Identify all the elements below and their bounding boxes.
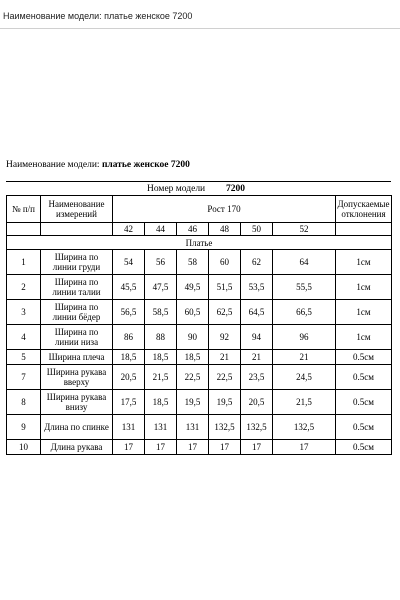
- row-number: 3: [7, 300, 41, 325]
- row-value: 21: [241, 350, 273, 365]
- table-row: [7, 325, 392, 350]
- row-value: 51,5: [209, 275, 241, 300]
- row-value: 18,5: [113, 350, 145, 365]
- row-value: 88: [145, 325, 177, 350]
- row-value: 96: [273, 325, 336, 350]
- row-value: 54: [113, 250, 145, 275]
- row-measurement-name: Ширина рукава вверху: [41, 365, 113, 390]
- row-value: 64: [273, 250, 336, 275]
- table-row: [7, 300, 392, 325]
- row-value: 22,5: [209, 365, 241, 390]
- row-measurement-name: Ширина по линии низа: [41, 325, 113, 350]
- row-number: 1: [7, 250, 41, 275]
- row-value: 24,5: [273, 365, 336, 390]
- sheet-header-divider: [0, 28, 400, 29]
- table-row: [7, 365, 392, 390]
- size-label: 52: [273, 223, 336, 236]
- size-spacer-name: [41, 223, 113, 236]
- row-value: 19,5: [177, 390, 209, 415]
- row-number: 10: [7, 440, 41, 455]
- table-row: [7, 275, 392, 300]
- size-label: 44: [145, 223, 177, 236]
- table-row: [7, 440, 392, 455]
- row-value: 21,5: [273, 390, 336, 415]
- row-tolerance: 0.5см: [336, 350, 392, 365]
- size-label: 48: [209, 223, 241, 236]
- row-value: 131: [145, 415, 177, 440]
- row-value: 17: [209, 440, 241, 455]
- row-value: 58: [177, 250, 209, 275]
- row-value: 18,5: [145, 350, 177, 365]
- row-value: 66,5: [273, 300, 336, 325]
- row-value: 64,5: [241, 300, 273, 325]
- model-title: [6, 160, 190, 170]
- row-value: 58,5: [145, 300, 177, 325]
- size-spacer-left: [7, 223, 41, 236]
- header-number: № п/п: [7, 196, 41, 223]
- row-value: 17: [113, 440, 145, 455]
- size-label: 50: [241, 223, 273, 236]
- row-value: 17: [241, 440, 273, 455]
- header-height: Рост 170: [113, 196, 336, 223]
- row-value: 132,5: [273, 415, 336, 440]
- model-number-row: [6, 181, 391, 195]
- model-number-value: 7200: [226, 184, 245, 194]
- row-number: 7: [7, 365, 41, 390]
- row-value: 45,5: [113, 275, 145, 300]
- row-value: 22,5: [177, 365, 209, 390]
- row-value: 19,5: [209, 390, 241, 415]
- row-value: 17,5: [113, 390, 145, 415]
- row-value: 90: [177, 325, 209, 350]
- row-measurement-name: Ширина по линии бёдер: [41, 300, 113, 325]
- row-tolerance: 1см: [336, 325, 392, 350]
- row-value: 18,5: [177, 350, 209, 365]
- row-number: 8: [7, 390, 41, 415]
- model-title-value: платье женское 7200: [101, 160, 190, 170]
- row-number: 9: [7, 415, 41, 440]
- row-value: 53,5: [241, 275, 273, 300]
- header-tolerance: Допускаемые отклонения: [336, 196, 392, 223]
- row-measurement-name: Ширина рукава внизу: [41, 390, 113, 415]
- row-value: 17: [273, 440, 336, 455]
- row-value: 60: [209, 250, 241, 275]
- header-measurement-name: Наименование измерений: [41, 196, 113, 223]
- row-value: 21,5: [145, 365, 177, 390]
- row-value: 17: [145, 440, 177, 455]
- size-spacer-right: [336, 223, 392, 236]
- row-value: 131: [177, 415, 209, 440]
- row-measurement-name: Длина по спинке: [41, 415, 113, 440]
- row-tolerance: 1см: [336, 275, 392, 300]
- row-number: 5: [7, 350, 41, 365]
- row-number: 2: [7, 275, 41, 300]
- row-value: 62,5: [209, 300, 241, 325]
- table-row: [7, 390, 392, 415]
- row-value: 21: [273, 350, 336, 365]
- row-value: 49,5: [177, 275, 209, 300]
- row-tolerance: 1см: [336, 300, 392, 325]
- row-value: 92: [209, 325, 241, 350]
- sheet-header: Наименование модели: платье женское 7200: [3, 11, 193, 21]
- row-value: 56,5: [113, 300, 145, 325]
- row-value: 62: [241, 250, 273, 275]
- row-value: 23,5: [241, 365, 273, 390]
- row-tolerance: 0.5см: [336, 415, 392, 440]
- row-measurement-name: Ширина плеча: [41, 350, 113, 365]
- row-measurement-name: Длина рукава: [41, 440, 113, 455]
- row-measurement-name: Ширина по линии талии: [41, 275, 113, 300]
- row-value: 131: [113, 415, 145, 440]
- row-value: 47,5: [145, 275, 177, 300]
- table-row: [7, 250, 392, 275]
- row-tolerance: 0.5см: [336, 365, 392, 390]
- section-title: Платье: [7, 236, 392, 250]
- row-value: 60,5: [177, 300, 209, 325]
- row-value: 55,5: [273, 275, 336, 300]
- row-number: 4: [7, 325, 41, 350]
- row-value: 20,5: [113, 365, 145, 390]
- row-value: 132,5: [241, 415, 273, 440]
- size-label: 46: [177, 223, 209, 236]
- size-label: 42: [113, 223, 145, 236]
- table-row: [7, 350, 392, 365]
- row-value: 20,5: [241, 390, 273, 415]
- row-value: 132,5: [209, 415, 241, 440]
- size-table: [6, 195, 392, 455]
- row-value: 21: [209, 350, 241, 365]
- row-measurement-name: Ширина по линии груди: [41, 250, 113, 275]
- row-tolerance: 0.5см: [336, 440, 392, 455]
- table-row: [7, 415, 392, 440]
- model-title-label: Наименование модели:: [6, 160, 102, 170]
- row-value: 86: [113, 325, 145, 350]
- row-tolerance: 1см: [336, 250, 392, 275]
- row-value: 18,5: [145, 390, 177, 415]
- row-value: 17: [177, 440, 209, 455]
- model-number-label: Номер модели: [147, 184, 206, 194]
- row-value: 56: [145, 250, 177, 275]
- row-tolerance: 0.5см: [336, 390, 392, 415]
- row-value: 94: [241, 325, 273, 350]
